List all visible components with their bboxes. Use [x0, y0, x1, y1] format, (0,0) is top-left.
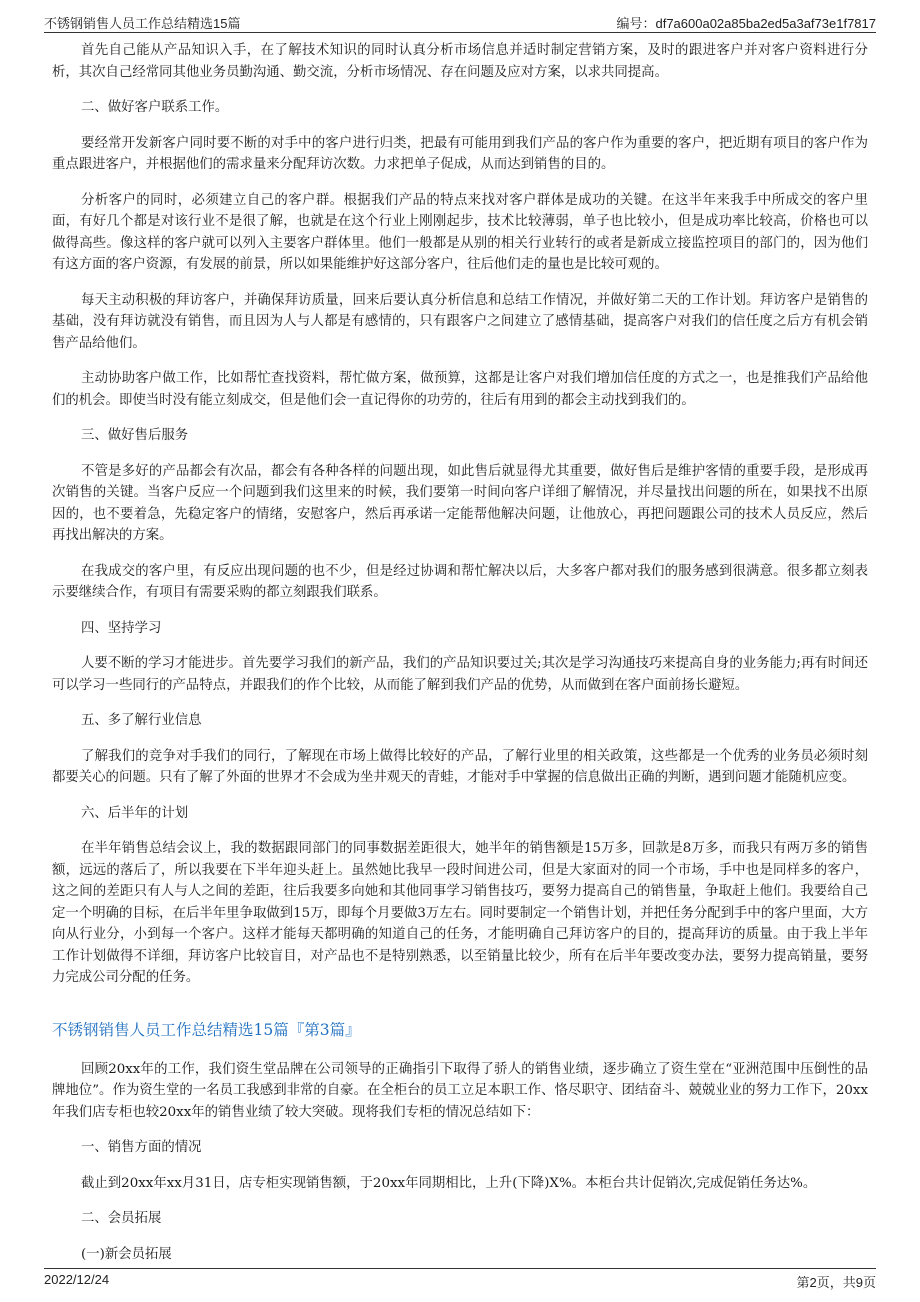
section-heading: 四、坚持学习 [81, 620, 162, 636]
section-heading: 二、会员拓展 [81, 1211, 162, 1226]
paragraph: 截止到20xx年xx月31日，店专柜实现销售额，于20xx年同期相比，上升(下降)X%。本柜台共计促销次,完成促销任务达%。 [81, 1175, 817, 1191]
subsection-heading: (一)新会员拓展 [81, 1246, 172, 1262]
header-doc-number: 编号：df7a600a02a85ba2ed5a3af73e1f7817 [616, 16, 876, 31]
paragraph: 回顾20xx年的工作，我们资生堂品牌在公司领导的正确指引下取得了骄人的销售业绩，逐步确立了资生堂在“亚洲范围中压倒性的品牌地位”。作为资生堂的一名员工我感到非常的自豪。在全柜台的员工立足本职工作、恪尽职守、团结奋斗、兢兢业业的努力工作下，20xx年我们店专柜也较20xx年的销售业绩了较大突破。现将我们专柜的情况总结如下： [52, 1061, 868, 1120]
paragraph: 人要不断的学习才能进步。首先要学习我们的新产品，我们的产品知识要过关;其次是学习沟通技巧来提高自身的业务能力;再有时间还可以学习一些同行的产品特点，并跟我们的作个比较，从而能了解到我们产品的优势，从而做到在客户面前扬长避短。 [52, 656, 868, 693]
section-heading: 五、多了解行业信息 [81, 713, 202, 728]
paragraph: 在半年销售总结会议上，我的数据跟同部门的同事数据差距很大，她半年的销售额是15万多，回款是8万多，而我只有两万多的销售额，远远的落后了，所以我要在下半年迎头赶上。虽然她比我早一段时间进公司，但是大家面对的同一个市场，手中也是同样多的客户，这之间的差距只有人与人之间的差距，往后我要多向她和其他同事学习销售技巧，要努力提高自己的销售量，争取赶上他们。我要给自己定一个明确的目标，在后半年里争取做到15万，即每个月要做3万左右。同时要制定一个销售计划，并把任务分配到手中的客户里面，大方向从行业分，小到每一个客户。这样才能每天都明确的知道自己的任务，才能明确自己拜访客户的目的，提高拜访的质量。由于我上半年工作计划做得不详细，拜访客户比较盲目，对产品也不是特别熟悉，以至销量比较少，所有在后半年要改变办法，要努力提高销量，要努力完成公司分配的任务。 [52, 841, 868, 985]
section-heading: 六、后半年的计划 [81, 805, 189, 821]
paragraph: 主动协助客户做工作，比如帮忙查找资料，帮忙做方案，做预算，这都是让客户对我们增加信任度的方式之一，也是推我们产品给他们的机会。即使当时没有能立刻成交，但是他们会一直记得你的功劳的，往后有用到的都会主动找到我们的。 [52, 371, 868, 408]
section-heading: 三、做好售后服务 [81, 428, 189, 443]
paragraph: 分析客户的同时，必须建立自己的客户群。根据我们产品的特点来找对客户群体是成功的关键。在这半年来我手中所成交的客户里面，有好几个都是对该行业不是很了解，也就是在这个行业上刚刚起步，技术比较薄弱，单子也比较小，但是成功率比较高，价格也可以做得高些。像这样的客户就可以列入主要客户群体里。他们一般都是从别的相关行业转行的或者是新成立接监控项目的部门的，因为他们有这方面的客户资源，有发展的前景，所以如果能维护好这部分客户，往后他们走的量也是比较可观的。 [52, 192, 868, 272]
document-body [52, 40, 868, 1279]
page-header [44, 0, 876, 33]
paragraph: 了解我们的竞争对手我们的同行，了解现在市场上做得比较好的产品，了解行业里的相关政策，这些都是一个优秀的业务员必须时刻都要关心的问题。只有了解了外面的世界才不会成为坐井观天的青蛙，才能对手中掌握的信息做出正确的判断，遇到问题才能随机应变。 [52, 748, 868, 785]
page-footer [44, 1268, 876, 1299]
paragraph: 在我成交的客户里，有反应出现问题的也不少，但是经过协调和帮忙解决以后，大多客户都对我们的服务感到很满意。很多都立刻表示要继续合作，有项目有需要采购的都立刻跟我们联系。 [52, 563, 868, 600]
paragraph: 不管是多好的产品都会有次品，都会有各种各样的问题出现，如此售后就显得尤其重要，做好售后是维护客情的重要手段，是形成再次销售的关键。当客户反应一个问题到我们这里来的时候，我们要第一时间向客户详细了解情况，并尽量找出问题的所在，如果找不出原因的，也不要着急，先稳定客户的情绪，安慰客户，然后再承诺一定能帮他解决问题，让他放心，再把问题跟公司的技术人员反应，然后再找出解决的方案。 [52, 463, 868, 543]
paragraph: 首先自己能从产品知识入手，在了解技术知识的同时认真分析市场信息并适时制定营销方案，及时的跟进客户并对客户资料进行分析，其次自己经常同其他业务员勤沟通、勤交流，分析市场情况、存在问题及应对方案，以求共同提高。 [52, 43, 868, 80]
section-heading: 二、做好客户联系工作。 [81, 100, 229, 115]
footer-page-info: 第2页，共9页 [796, 1275, 876, 1290]
paragraph: 要经常开发新客户同时要不断的对手中的客户进行归类，把最有可能用到我们产品的客户作为重要的客户，把近期有项目的客户作为重点跟进客户，并根据他们的需求量来分配拜访次数。力求把单子促成，从而达到销售的目的。 [52, 135, 868, 172]
article-title: 不锈钢销售人员工作总结精选15篇『第3篇』 [52, 1020, 361, 1039]
section-heading: 一、销售方面的情况 [81, 1140, 202, 1155]
header-doc-title: 不锈钢销售人员工作总结精选15篇 [44, 16, 241, 31]
footer-date: 2022/12/24 [44, 1272, 110, 1287]
paragraph: 每天主动积极的拜访客户，并确保拜访质量，回来后要认真分析信息和总结工作情况，并做好第二天的工作计划。拜访客户是销售的基础，没有拜访就没有销售，而且因为人与人都是有感情的，只有跟客户之间建立了感情基础，提高客户对我们的信任度之后方有机会销售产品给他们。 [52, 292, 868, 351]
